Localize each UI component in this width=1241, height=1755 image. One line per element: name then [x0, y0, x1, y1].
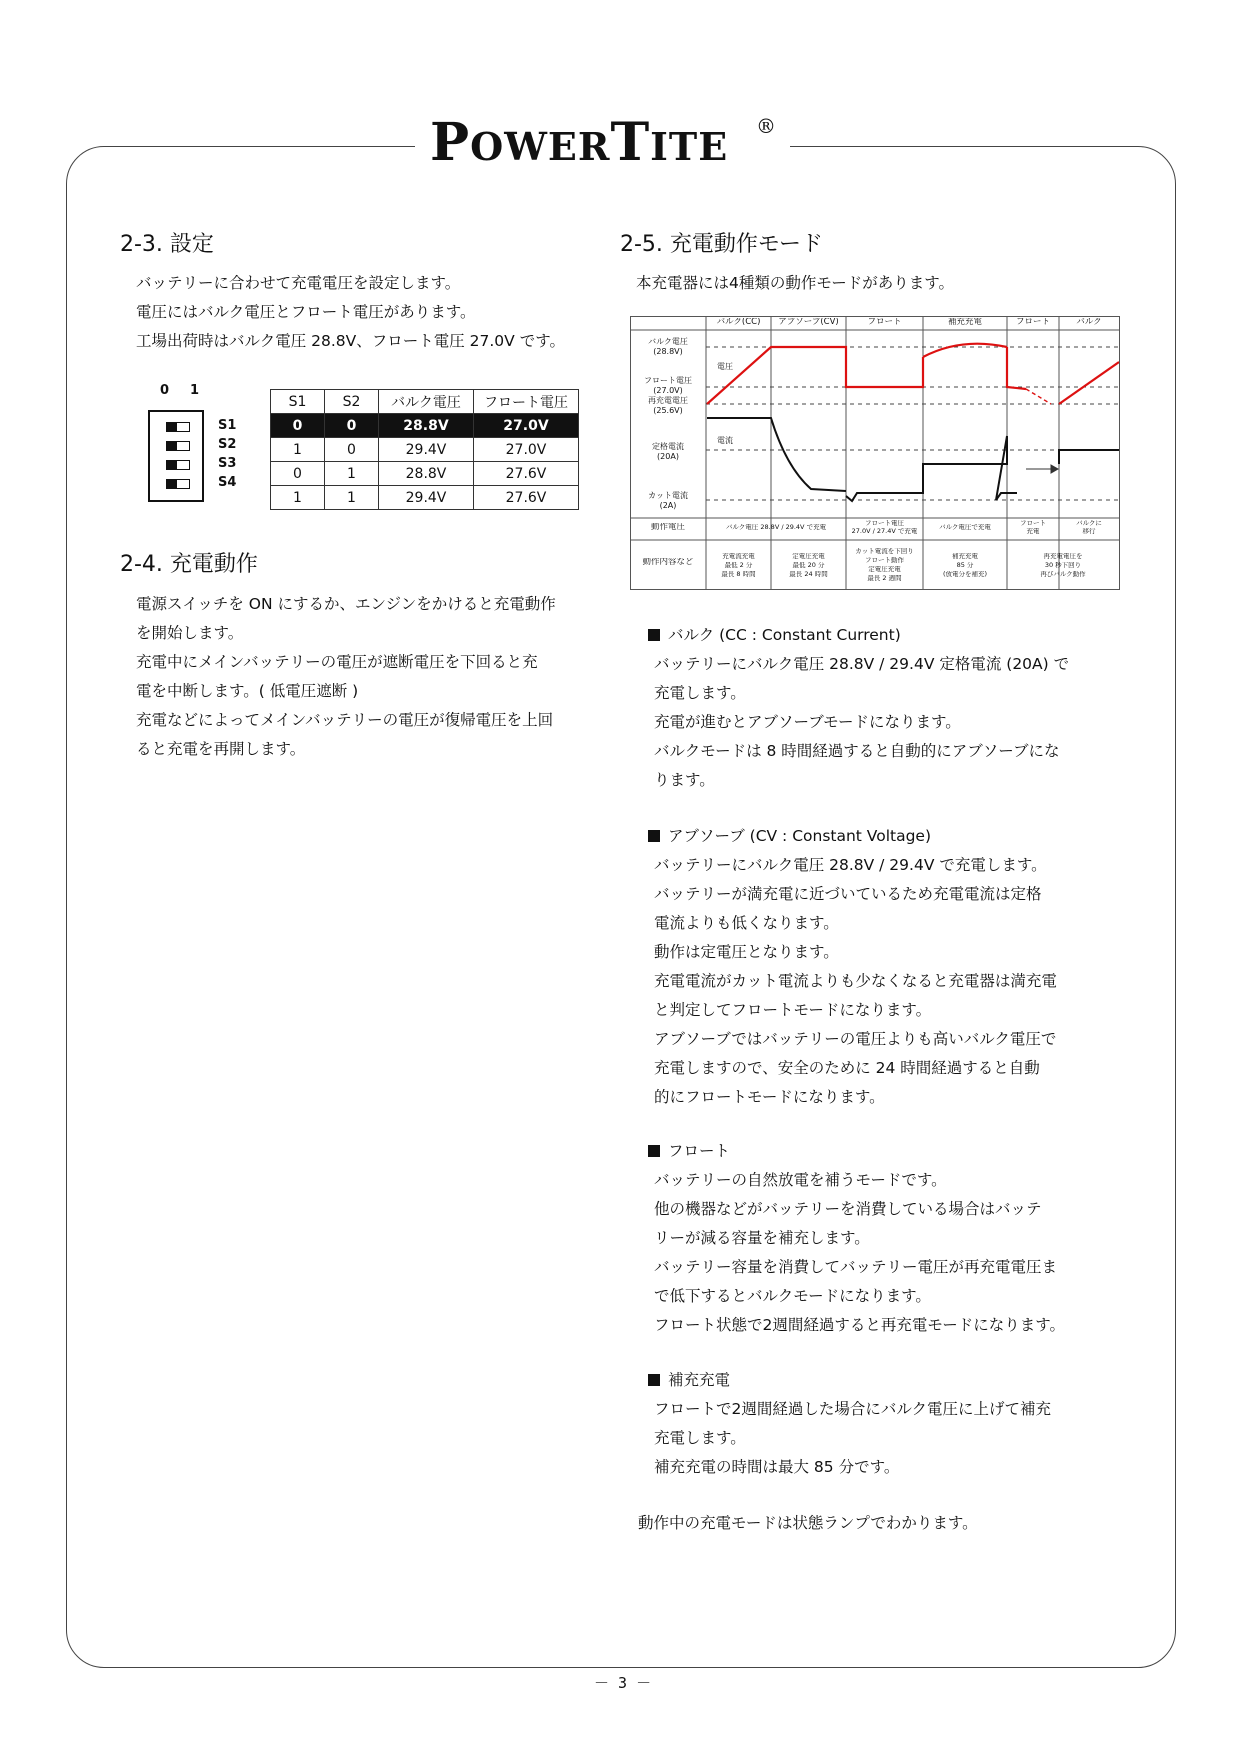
square-bullet-icon: [648, 1374, 660, 1386]
table-row: [271, 438, 579, 462]
text-line: 電圧にはバルク電圧とフロート電圧があります。: [136, 303, 476, 321]
mode-title: アブソーブ (CV : Constant Voltage): [668, 827, 931, 845]
mode-bulk: [648, 621, 1069, 795]
dip-label-on: 1: [190, 383, 200, 398]
cell-text: 27.0V / 27.4V で充電: [851, 528, 918, 535]
square-bullet-icon: [648, 629, 660, 641]
cell-text: フロート動作: [865, 557, 904, 564]
text-line: フロートで2週間経過した場合にバルク電圧に上げて補充: [654, 1400, 1052, 1418]
cell-text: 85 分: [956, 561, 974, 569]
y-label: カット電流: [648, 491, 688, 500]
mode-column-header: アブソーブ(CV): [778, 318, 839, 327]
table-cell: 1: [271, 438, 325, 462]
mode-title: 補充充電: [668, 1371, 731, 1389]
table-cell: 0: [325, 438, 379, 462]
mode-heading: [648, 1366, 1051, 1395]
dip-toggle-s1: [166, 422, 190, 432]
mode-heading: [648, 1137, 1065, 1166]
text-line: フロート状態で2週間経過すると再充電モードになります。: [654, 1316, 1066, 1334]
cell-text: バルクに: [1076, 520, 1102, 527]
table-cell: 28.8V: [379, 414, 474, 438]
text-line: 的にフロートモードになります。: [654, 1088, 885, 1106]
mode-title: フロート: [668, 1142, 731, 1160]
y-label: (27.0V): [653, 386, 683, 395]
text-line: バッテリーにバルク電圧 28.8V / 29.4V 定格電流 (20A) で: [654, 655, 1070, 673]
text-line: 補充充電の時間は最大 85 分です。: [654, 1458, 900, 1476]
settings-paragraph: [136, 269, 565, 356]
dip-toggle-s4: [166, 479, 190, 489]
table-row-default: [271, 414, 579, 438]
mode-title: バルク (CC : Constant Current): [668, 626, 901, 644]
current-curve-label: 電流: [717, 436, 733, 445]
table-header-row: [271, 390, 579, 414]
dip-toggle-s2: [166, 441, 190, 451]
dip-toggle-s3: [166, 460, 190, 470]
table-cell: 27.6V: [474, 486, 579, 510]
mode-heading: [648, 621, 1069, 650]
y-label: (2A): [659, 501, 677, 510]
text-line: を開始します。: [136, 624, 244, 642]
table-cell: 1: [325, 486, 379, 510]
dip-label-s4: S4: [218, 475, 237, 490]
dip-label-s1: S1: [218, 418, 237, 433]
cell-text: 補充充電: [952, 552, 978, 560]
table-cell: 27.0V: [474, 414, 579, 438]
logo-text: ITE: [650, 124, 729, 169]
row-label-operating-voltage: 動作電圧: [650, 523, 685, 532]
cell-text: 最長 24 時間: [789, 570, 828, 578]
cell-text: 定電圧充電: [792, 552, 825, 560]
text-line: 充電中にメインバッテリーの電圧が遮断電圧を下回ると充: [136, 653, 538, 671]
text-line: ると充電を再開します。: [136, 740, 306, 758]
cell-text: バルク電圧で充電: [939, 524, 991, 531]
table-header: フロート電圧: [474, 390, 579, 414]
logo-letter: T: [610, 112, 651, 173]
text-line: ります。: [654, 771, 715, 789]
y-label: バルク電圧: [648, 337, 688, 346]
y-label: フロート電圧: [644, 376, 692, 385]
table-cell: 29.4V: [379, 438, 474, 462]
charging-modes-intro: 本充電器には4種類の動作モードがあります。: [636, 274, 955, 292]
row-label-operation-details: 動作内容など: [642, 558, 694, 567]
voltage-settings-table: [270, 389, 579, 510]
table-header: S2: [325, 390, 379, 414]
charging-mode-diagram: [630, 316, 1120, 590]
mode-absorb: [648, 822, 1057, 1112]
cell-text: バルク電圧 28.8V / 29.4V で充電: [725, 524, 827, 531]
text-line: 充電が進むとアブソーブモードになります。: [654, 713, 961, 731]
mode-float: [648, 1137, 1065, 1340]
y-label: (20A): [657, 452, 679, 461]
mode-column-header: バルク(CC): [716, 318, 761, 327]
cell-text: 再びバルク動作: [1040, 570, 1086, 578]
table-cell: 0: [271, 414, 325, 438]
cell-text: 定電圧充電: [868, 566, 901, 573]
cell-text: 最長 8 時間: [721, 570, 756, 578]
y-label: (28.8V): [653, 347, 683, 356]
y-label: 定格電流: [652, 442, 684, 451]
text-line: と判定してフロートモードになります。: [654, 1001, 932, 1019]
charging-operation-paragraph: [136, 590, 556, 764]
cell-text: 最低 2 分: [724, 561, 753, 569]
mode-column-header: フロート: [867, 318, 902, 327]
section-title-charging-modes: 2-5. 充電動作モード: [620, 232, 824, 257]
text-line: バッテリーにバルク電圧 28.8V / 29.4V で充電します。: [654, 856, 1047, 874]
text-line: バッテリーが満充電に近づいているため充電電流は定格: [654, 885, 1042, 903]
text-line: バッテリーの自然放電を補うモードです。: [654, 1171, 947, 1189]
cell-text: 充電流充電: [722, 552, 755, 560]
table-cell: 29.4V: [379, 486, 474, 510]
mode-column-header: 補充充電: [947, 318, 982, 327]
text-line: アブソーブではバッテリーの電圧よりも高いバルク電圧で: [654, 1030, 1057, 1048]
cell-text: フロート電圧: [865, 520, 904, 527]
text-line: 電流よりも低くなります。: [654, 914, 839, 932]
table-cell: 28.8V: [379, 462, 474, 486]
cell-text: 移行: [1082, 528, 1096, 535]
registered-mark: ®: [756, 114, 777, 138]
section-title-charging-operation: 2-4. 充電動作: [120, 552, 258, 577]
mode-column-header: フロート: [1015, 318, 1050, 327]
table-cell: 1: [271, 486, 325, 510]
mode-heading: [648, 822, 1057, 851]
text-line: 電源スイッチを ON にするか、エンジンをかけると充電動作: [136, 595, 556, 613]
square-bullet-icon: [648, 1145, 660, 1157]
table-row: [271, 486, 579, 510]
footer-note: 動作中の充電モードは状態ランプでわかります。: [638, 1514, 978, 1532]
text-line: 他の機器などがバッテリーを消費している場合はバッテ: [654, 1200, 1042, 1218]
cell-text: 30 秒下回り: [1044, 561, 1082, 569]
y-label: (25.6V): [653, 406, 683, 415]
text-line: 動作は定電圧となります。: [654, 943, 839, 961]
y-label: 再充電電圧: [648, 396, 688, 405]
dip-label-s2: S2: [218, 437, 237, 452]
table-cell: 27.0V: [474, 438, 579, 462]
text-line: バッテリーに合わせて充電電圧を設定します。: [136, 274, 461, 292]
text-line: 工場出荷時はバルク電圧 28.8V、フロート電圧 27.0V です。: [136, 332, 565, 350]
text-line: 充電します。: [654, 684, 746, 702]
text-line: 充電電流がカット電流よりも少なくなると充電器は満充電: [654, 972, 1057, 990]
dip-switch: [148, 410, 204, 502]
cell-text: 再充電電圧を: [1043, 552, 1083, 560]
section-title-settings: 2-3. 設定: [120, 232, 214, 257]
table-cell: 0: [271, 462, 325, 486]
cell-text: 充電: [1026, 528, 1040, 535]
text-line: 充電しますので、安全のために 24 時間経過すると自動: [654, 1059, 1040, 1077]
table-cell: 0: [325, 414, 379, 438]
text-line: 充電します。: [654, 1429, 746, 1447]
table-cell: 1: [325, 462, 379, 486]
table-header: バルク電圧: [379, 390, 474, 414]
page-number: － 3 －: [594, 1674, 652, 1692]
cell-text: フロート: [1020, 520, 1046, 527]
text-line: 電を中断します。( 低電圧遮断 ): [136, 682, 359, 700]
mode-column-header: バルク: [1076, 318, 1102, 327]
mode-supplementary: [648, 1366, 1051, 1482]
text-line: バルクモードは 8 時間経過すると自動的にアブソーブにな: [654, 742, 1060, 760]
square-bullet-icon: [648, 830, 660, 842]
text-line: バッテリー容量を消費してバッテリー電圧が再充電電圧ま: [654, 1258, 1058, 1276]
text-line: で低下するとバルクモードになります。: [654, 1287, 931, 1305]
table-row: [271, 462, 579, 486]
cell-text: (放電分を補充): [942, 570, 988, 578]
brand-logo: [430, 112, 777, 173]
cell-text: 最低 20 分: [792, 561, 825, 569]
cell-text: 最長 2 週間: [867, 575, 902, 582]
voltage-curve-label: 電圧: [717, 362, 733, 371]
logo-letter: P: [430, 112, 471, 173]
dip-label-off: 0: [160, 383, 170, 398]
text-line: リーが減る容量を補充します。: [654, 1229, 870, 1247]
text-line: 充電などによってメインバッテリーの電圧が復帰電圧を上回: [136, 711, 554, 729]
cell-text: カット電流を下回り: [855, 548, 914, 555]
dip-label-s3: S3: [218, 456, 237, 471]
table-cell: 27.6V: [474, 462, 579, 486]
logo-text: OWER: [470, 124, 611, 169]
table-header: S1: [271, 390, 325, 414]
